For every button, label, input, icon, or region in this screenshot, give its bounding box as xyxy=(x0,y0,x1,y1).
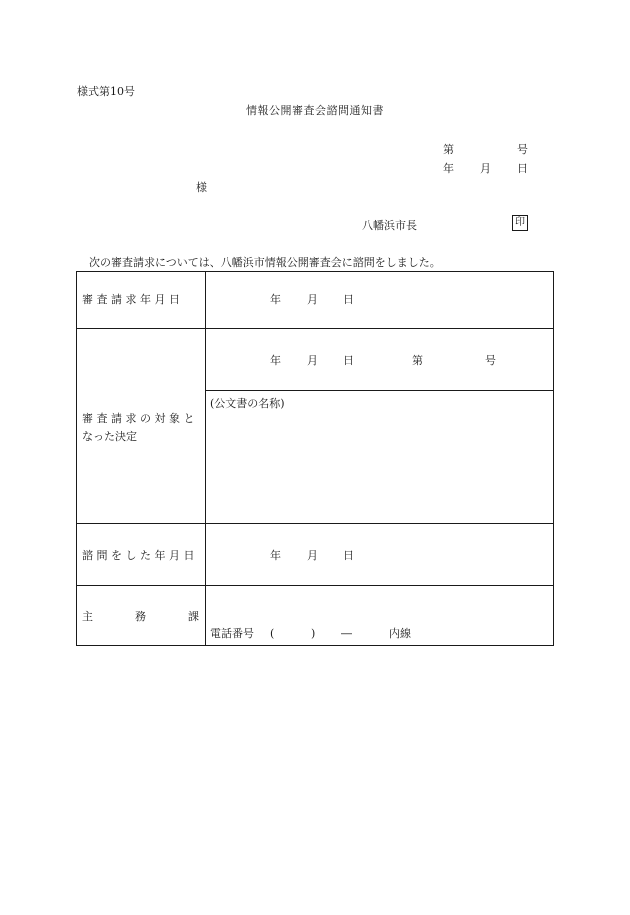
row-label-dept-2: 務 xyxy=(135,610,146,623)
extension-label: 内線 xyxy=(389,627,411,640)
row1-month: 月 xyxy=(307,293,318,306)
table-border-top xyxy=(76,271,554,272)
row2-number-prefix: 第 xyxy=(412,354,423,367)
seal-mark: 印 xyxy=(512,215,528,231)
row-divider-2 xyxy=(76,523,554,524)
row-divider-1 xyxy=(76,328,554,329)
row1-day: 日 xyxy=(343,293,354,306)
phone-paren-open: ( xyxy=(270,627,275,640)
date-day-label: 日 xyxy=(517,162,528,175)
row-divider-2a xyxy=(205,390,554,391)
row3-day: 日 xyxy=(343,549,354,562)
row2-month: 月 xyxy=(307,354,318,367)
row-label-inquiry-date: 諮 問 を し た 年 月 日 xyxy=(82,549,195,562)
addressee-honorific: 様 xyxy=(196,181,207,194)
row-label-target-decision-line1: 審 査 請 求 の 対 象 と xyxy=(82,412,195,425)
doc-number-prefix: 第 xyxy=(443,143,454,156)
form-table xyxy=(76,271,554,646)
row3-month: 月 xyxy=(307,549,318,562)
row3-year: 年 xyxy=(270,549,281,562)
row2-year: 年 xyxy=(270,354,281,367)
phone-label: 電話番号 xyxy=(210,627,254,640)
row2-number-suffix: 号 xyxy=(485,354,496,367)
date-month-label: 月 xyxy=(480,162,491,175)
issuer-name: 八幡浜市長 xyxy=(362,219,417,232)
row1-year: 年 xyxy=(270,293,281,306)
form-number: 様式第10号 xyxy=(77,85,135,98)
phone-dash: ― xyxy=(341,627,352,640)
row-divider-3 xyxy=(76,585,554,586)
table-border-bottom xyxy=(76,645,554,646)
row-label-request-date: 審 査 請 求 年 月 日 xyxy=(82,293,180,306)
doc-number-suffix: 号 xyxy=(517,143,528,156)
row-label-target-decision-line2: なった決定 xyxy=(82,430,137,443)
phone-paren-close: ) xyxy=(311,627,316,640)
document-title: 情報公開審査会諮問通知書 xyxy=(246,104,384,117)
date-year-label: 年 xyxy=(443,162,454,175)
intro-text: 次の審査請求については、八幡浜市情報公開審査会に諮問をしました。 xyxy=(89,256,441,269)
document-name-label: (公文書の名称) xyxy=(210,397,285,410)
row-label-dept-3: 課 xyxy=(188,610,199,623)
row2-day: 日 xyxy=(343,354,354,367)
row-label-dept-1: 主 xyxy=(82,610,93,623)
